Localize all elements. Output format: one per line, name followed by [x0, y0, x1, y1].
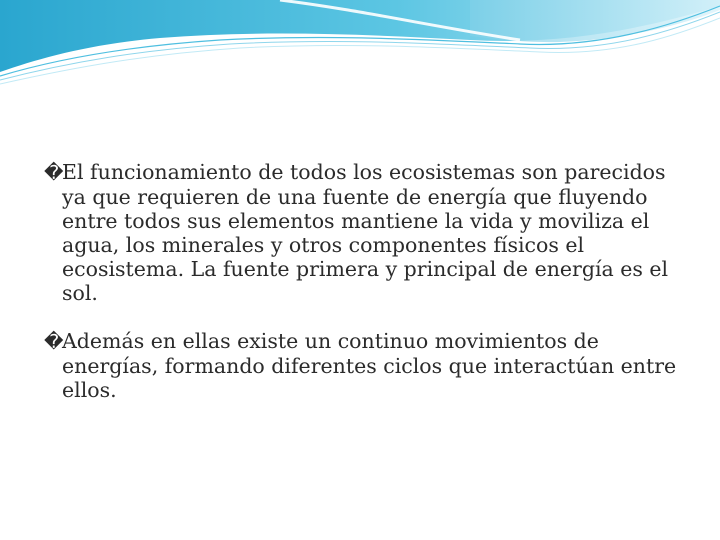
bullet-icon: � — [44, 162, 64, 184]
wave-decoration-icon — [0, 0, 720, 90]
paragraph-1 — [44, 160, 684, 305]
slide-body — [44, 160, 684, 426]
paragraph-2 — [44, 329, 684, 402]
paragraph-1-text: El funcionamiento de todos los ecosistemas son parecidos ya que requieren de una fuente de energía que fluyendo entre todos sus elementos mantiene la vida y moviliza el agua, los minerales y otros componentes físicos el ecosistema. La fuente primera y principal de energía es el sol. — [62, 160, 669, 305]
bullet-icon: � — [44, 331, 64, 353]
paragraph-2-text: Además en ellas existe un continuo movimientos de energías, formando diferentes ciclos que interactúan entre ellos. — [62, 329, 677, 402]
